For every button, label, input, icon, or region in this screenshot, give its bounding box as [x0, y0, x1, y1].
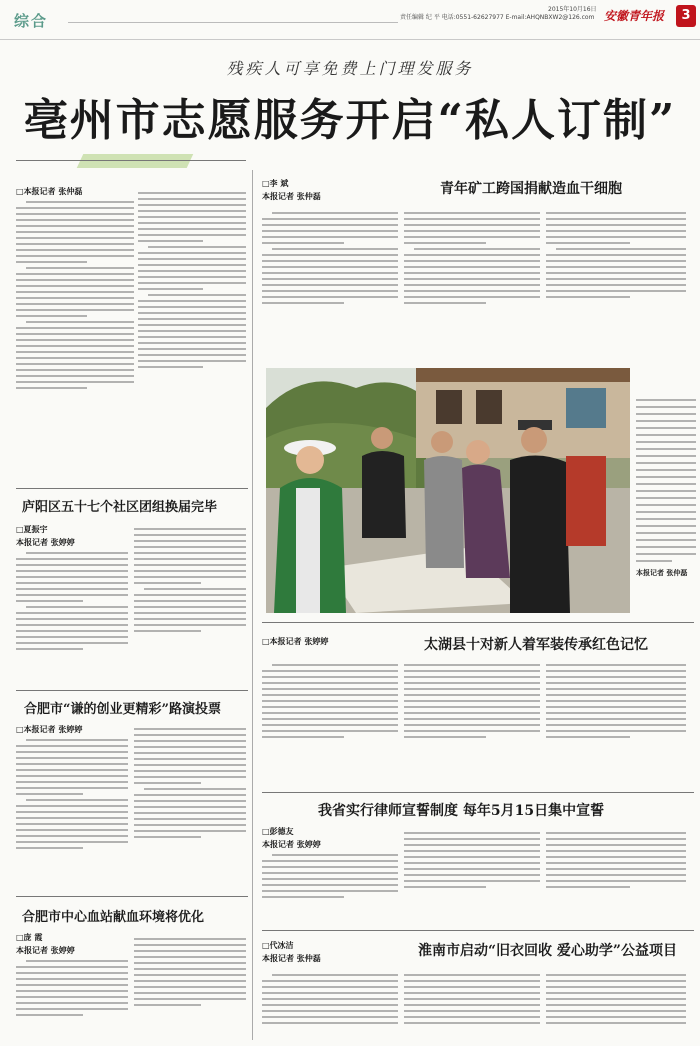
section-label: 综合: [14, 12, 49, 30]
huainan-byline-block: [262, 940, 392, 966]
hefei-job-headline: 合肥市“谦的创业更精彩”路演投票: [24, 702, 221, 717]
huainan-body-col3: [546, 970, 686, 1028]
miner-body-col2: [404, 208, 540, 308]
blood-headline: 合肥市中心血站献血环境将优化: [22, 910, 205, 925]
page-number: 3: [676, 5, 696, 27]
rule: [262, 622, 694, 623]
taihu-body-col2: [404, 660, 540, 742]
photo-illustration: [266, 368, 630, 613]
lead-body-col2: [138, 188, 246, 372]
lawyer-byline-b: 本报记者 张婷婷: [262, 840, 321, 849]
taihu-body-col1: [262, 660, 398, 742]
headline-accent-bar: [77, 154, 194, 168]
luyang-byline-a: □夏振宇: [16, 525, 48, 534]
rule: [16, 896, 248, 897]
photo-caption: [636, 394, 696, 580]
lawyer-headline: 我省实行律师宣誓制度 每年5月15日集中宣誓: [318, 803, 605, 819]
huainan-body-col2: [404, 970, 540, 1028]
lead-headline: 亳州市志愿服务开启“私人订制”: [23, 95, 677, 146]
taihu-headline: 太湖县十对新人着军装传承红色记忆: [424, 637, 648, 653]
blood-body-col2: [134, 934, 246, 1010]
lead-kicker: 残疾人可享免费上门理发服务: [226, 59, 474, 78]
luyang-byline-b: 本报记者 张婷婷: [16, 538, 75, 547]
lawyer-body-col2: [404, 828, 540, 892]
lawyer-body-col3: [546, 828, 686, 892]
lead-byline: □本报记者 张仲磊: [16, 187, 83, 196]
luyang-headline: 庐阳区五十七个社区团组换届完毕: [22, 500, 218, 515]
rule: [262, 930, 694, 931]
hefei-job-body-col1: [16, 724, 128, 853]
masthead-name: 安徽青年报: [604, 9, 665, 23]
rule: [16, 690, 248, 691]
taihu-byline: □本报记者 张婷婷: [262, 637, 329, 646]
huainan-byline-a: □代冰洁: [262, 941, 294, 950]
volunteer-photo: [266, 368, 630, 613]
rule: [16, 488, 248, 489]
miner-byline-block: [262, 178, 382, 204]
editor-contact: 责任编辑 纪 平 电话:0551-62627977 E-mail:AHQNBXW2@126.com: [400, 14, 595, 21]
caption-credit: 本报记者 张仲磊: [636, 569, 688, 577]
blood-byline-b: 本报记者 张婷婷: [16, 946, 75, 955]
taihu-byline-block: [262, 636, 382, 649]
taihu-body-col3: [546, 660, 686, 742]
lead-body-col1: [16, 186, 134, 393]
blood-body-col1: [16, 932, 128, 1020]
miner-byline-a: □李 斌: [262, 179, 289, 188]
miner-body-col3: [546, 208, 686, 302]
blood-byline-a: □庞 霞: [16, 933, 43, 942]
lawyer-body-col1: [262, 826, 398, 902]
miner-headline: 青年矿工跨国捐献造血干细胞: [440, 181, 622, 197]
luyang-body-col2: [134, 524, 246, 636]
hefei-job-byline: □本报记者 张婷婷: [16, 725, 83, 734]
issue-date: 2015年10月16日: [548, 6, 597, 13]
huainan-headline: 淮南市启动“旧衣回收 爱心助学”公益项目: [418, 943, 677, 959]
lawyer-byline-a: □彭德友: [262, 827, 294, 836]
huainan-body-col1: [262, 970, 398, 1028]
masthead-logo: [604, 3, 696, 33]
huainan-byline-b: 本报记者 张仲磊: [262, 954, 321, 963]
rule: [16, 160, 246, 161]
header-divider: [68, 22, 398, 23]
miner-body-col1: [262, 208, 398, 308]
column-divider: [252, 170, 253, 1040]
page-header: [0, 0, 700, 40]
hefei-job-body-col2: [134, 724, 246, 842]
rule: [262, 792, 694, 793]
miner-byline-b: 本报记者 张仲磊: [262, 192, 321, 201]
luyang-body-col1: [16, 524, 128, 654]
